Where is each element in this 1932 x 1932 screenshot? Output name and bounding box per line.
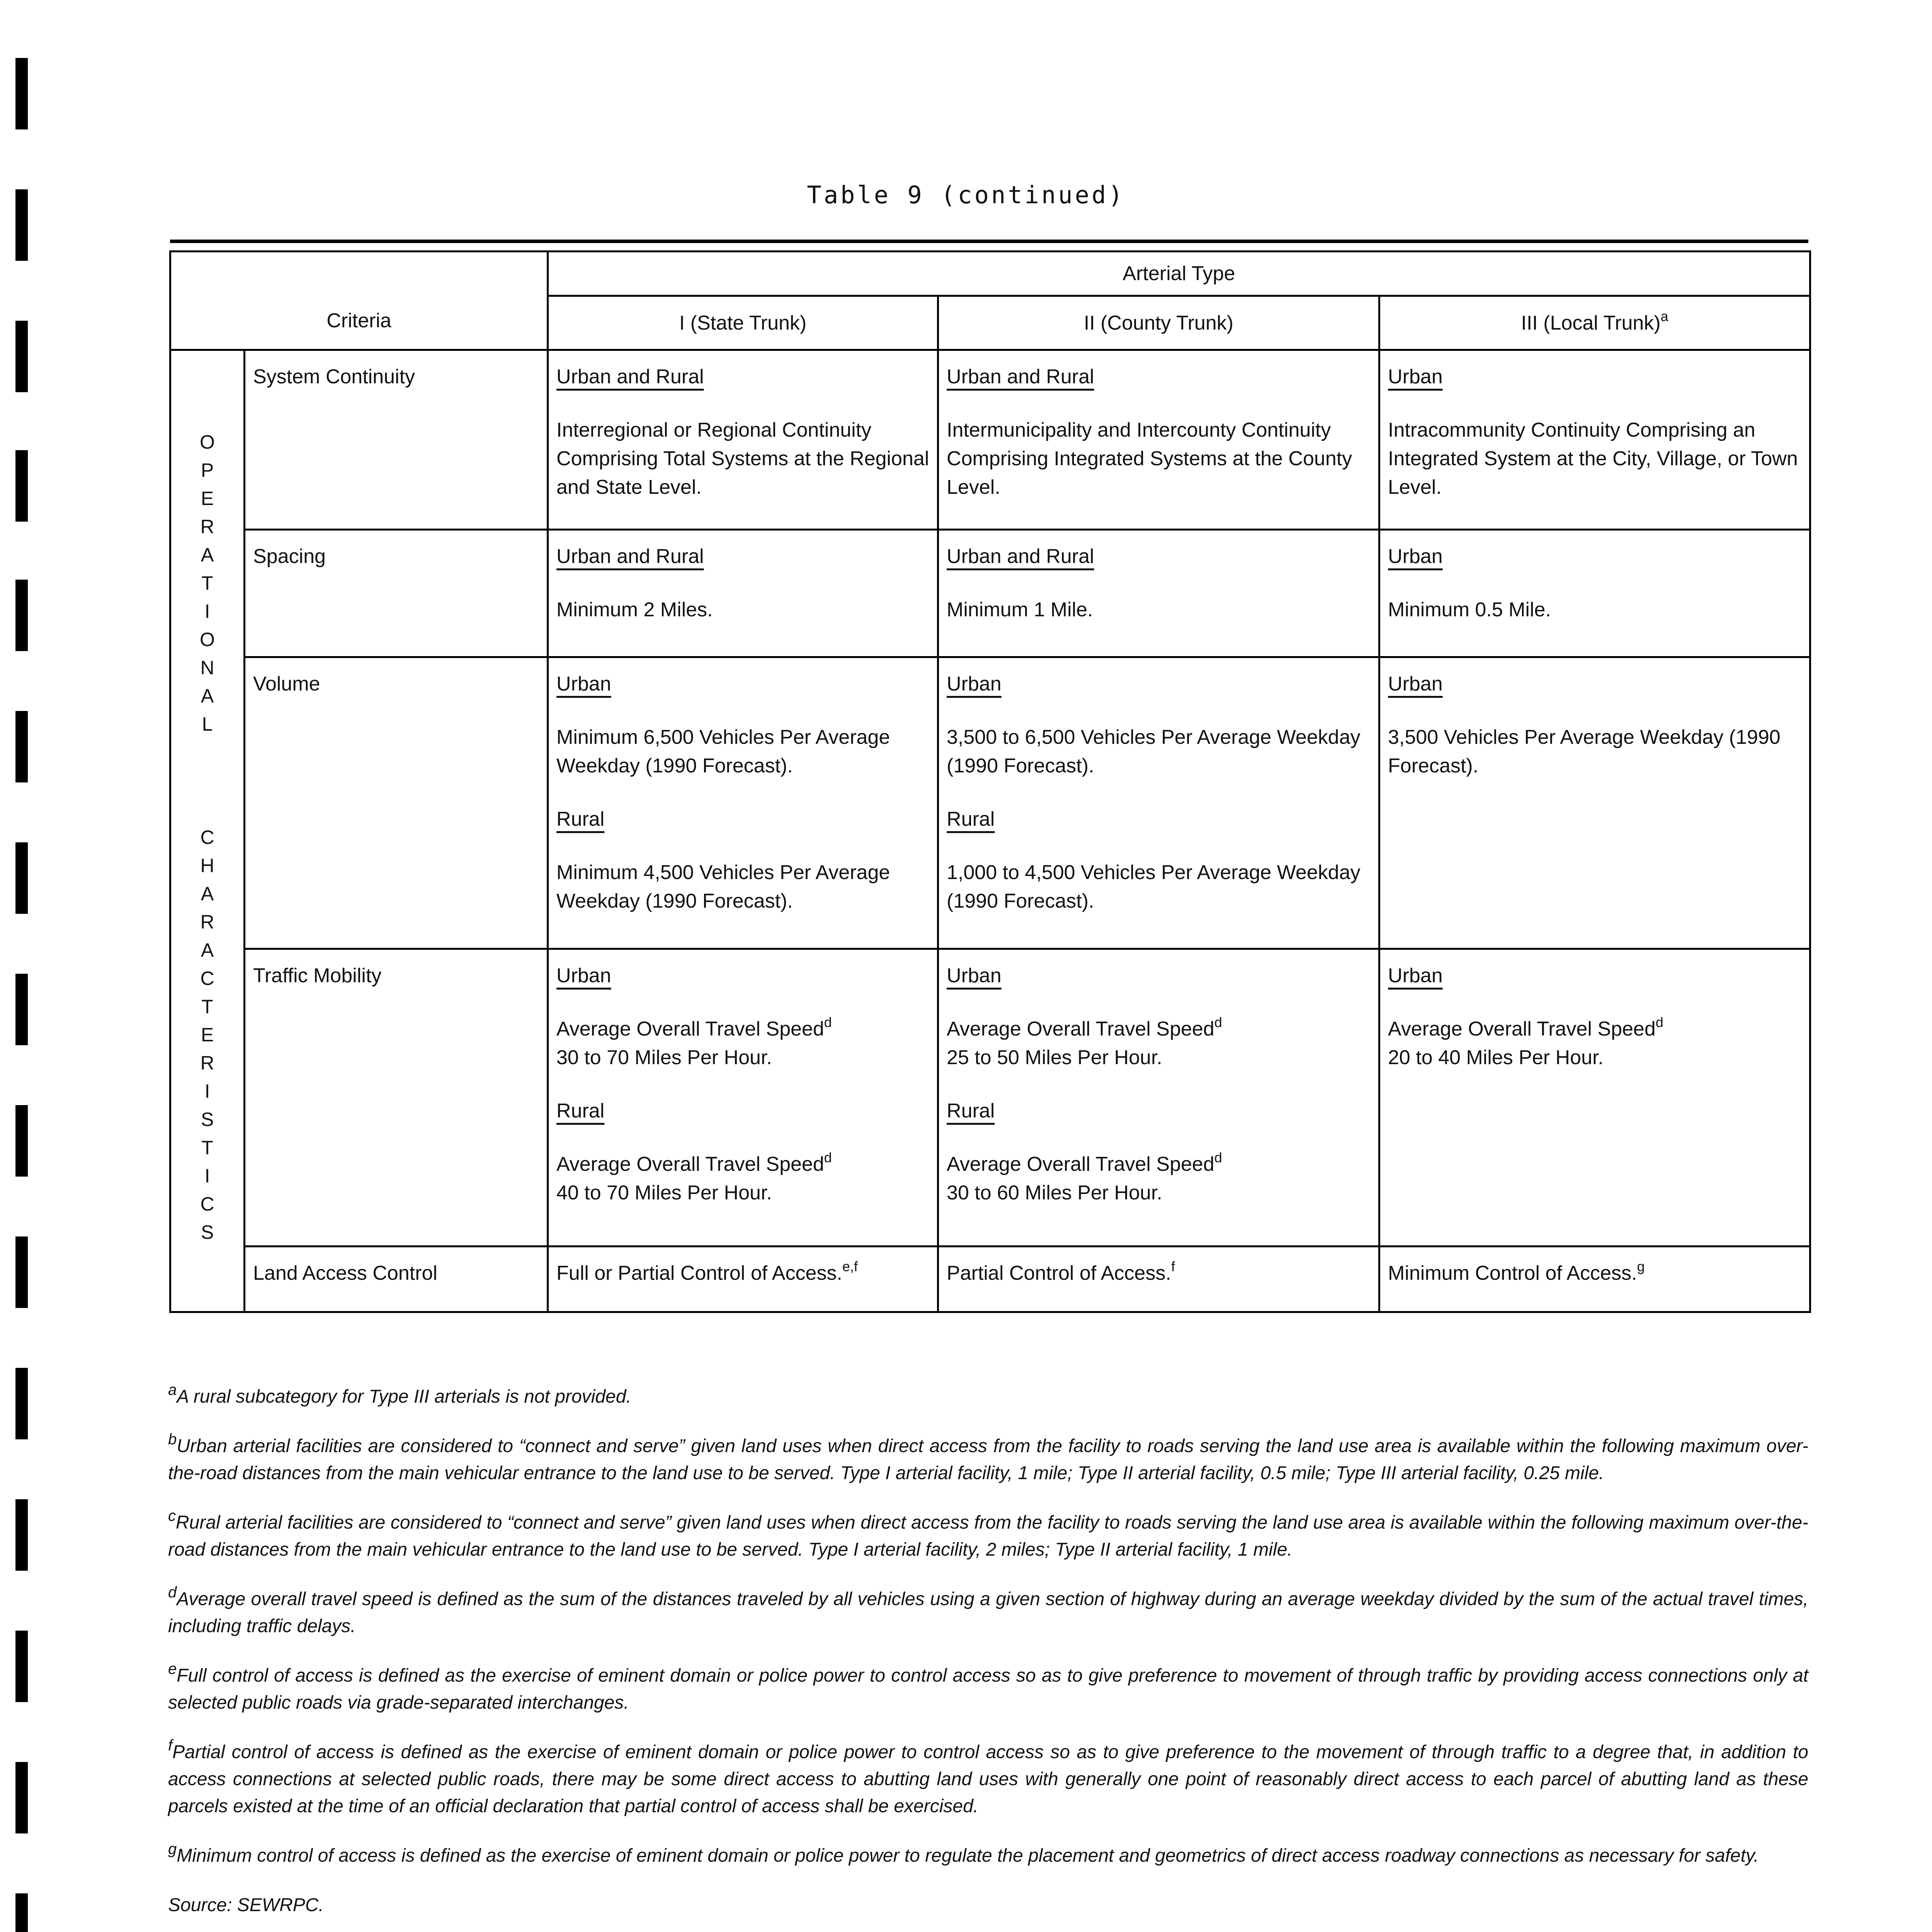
cell-text: 20 to 40 Miles Per Hour. (1388, 1046, 1604, 1069)
cell-volume-type2 (938, 657, 1379, 949)
footnote-text: Partial control of access is defined as the exercise of eminent domain or police power to control access so as to give preference to the movement of through traffic to a degree that, in addition to access connections at selected public roads, there may be some direct access to abutting land uses with generally one point of reasonably direct access to each parcel of abutting land as these parcels existed at the time of an official declaration that partial control of access shall be exercised. (168, 1742, 1808, 1816)
vertical-letter: S (201, 1221, 214, 1243)
cell-subhead: Urban and Rural (556, 545, 704, 568)
footnote-text: Urban arterial facilities are considered to “connect and serve” given land uses when direct access from the facility to roads serving the land use area is available within the following maximum over-the-road distances from the main vehicular entrance to the land use to be served. Type I arterial facility, 1 mile; Type II arterial facility, 0.5 mile; Type III arterial facility, 0.25 mile. (168, 1436, 1808, 1483)
row-label-spacing: Spacing (245, 530, 548, 657)
binder-mark (15, 1499, 28, 1571)
cell-traffic-mobility-type3 (1379, 949, 1810, 1247)
cell-subhead: Urban (1388, 673, 1443, 695)
operational-characteristics-label (170, 350, 245, 1312)
binder-mark (15, 1893, 28, 1932)
footnote-mark: g (168, 1840, 177, 1857)
cell-text: Intermunicipality and Intercounty Continuity Comprising Integrated Systems at the County Level. (947, 419, 1352, 498)
footnote-text: Rural arterial facilities are considered to “connect and serve” given land uses when direct access from the facility to roads serving the land use area is available within the following maximum over-the-road distances from the main vehicular entrance to the land use to be served. Type I arterial facility, 2 miles; Type II arterial facility, 1 mile. (168, 1512, 1808, 1560)
vertical-letter: A (201, 544, 214, 566)
binder-mark (15, 711, 28, 782)
vertical-letter: R (200, 1052, 214, 1074)
vertical-letter: E (201, 488, 214, 509)
cell-text: 3,500 to 6,500 Vehicles Per Average Weekday (1990 Forecast). (947, 726, 1361, 777)
binder-mark (15, 1236, 28, 1308)
footnote-ref: e,f (842, 1259, 858, 1274)
cell-text: Intracommunity Continuity Comprising an Integrated System at the City, Village, or Town Level. (1388, 419, 1798, 498)
footnote (168, 1509, 1808, 1563)
cell-spacing-type2 (938, 530, 1379, 657)
footnote-ref: f (1171, 1259, 1175, 1274)
footnote-ref: d (1214, 1014, 1222, 1030)
binder-mark (15, 1105, 28, 1177)
cell-text: 40 to 70 Miles Per Hour. (556, 1182, 772, 1204)
cell-subhead: Urban (947, 673, 1002, 695)
footnote-text: Full control of access is defined as the exercise of eminent domain or police power to control access so as to give preference to movement of through traffic by providing access connections only at selected public roads via grade-separated interchanges. (168, 1665, 1808, 1713)
cell-subhead: Urban (556, 964, 611, 987)
vertical-letter: I (204, 1080, 210, 1102)
cell-text: Minimum 0.5 Mile. (1388, 599, 1551, 621)
cell-land-access-type1 (548, 1247, 938, 1312)
row-label-traffic-mobility: Traffic Mobility (245, 949, 548, 1247)
col-header-county-trunk (938, 296, 1379, 350)
cell-subhead: Rural (556, 808, 605, 830)
criteria-header: Criteria (327, 310, 391, 332)
binder-mark (15, 1368, 28, 1439)
vertical-letter: A (201, 883, 214, 905)
footnote-mark: c (168, 1507, 176, 1524)
cell-text: Average Overall Travel Speed (947, 1018, 1214, 1040)
cell-subhead: Rural (556, 1100, 605, 1122)
binder-mark (15, 580, 28, 651)
cell-text: Average Overall Travel Speed (556, 1018, 824, 1040)
cell-land-access-type3 (1379, 1247, 1810, 1312)
vertical-letter: O (200, 431, 215, 453)
cell-text: Minimum 4,500 Vehicles Per Average Weekday (1990 Forecast). (556, 861, 890, 912)
footnote-text: A rural subcategory for Type III arterials is not provided. (177, 1386, 631, 1407)
cell-subhead: Urban and Rural (556, 366, 704, 388)
col-header-state-trunk (548, 296, 938, 350)
vertical-letter: R (200, 516, 214, 537)
footnote (168, 1662, 1808, 1716)
footnote-mark: f (168, 1737, 173, 1754)
row-label-land-access-control: Land Access Control (245, 1247, 548, 1312)
binder-mark (15, 58, 28, 129)
cell-volume-type1 (548, 657, 938, 949)
vertical-letter: E (201, 1024, 214, 1046)
row-label-system-continuity: System Continuity (245, 350, 548, 530)
vertical-letter: H (200, 855, 214, 876)
binder-mark (15, 189, 28, 261)
arterial-type-header-cell (548, 252, 1810, 296)
cell-land-access-type2 (938, 1247, 1379, 1312)
cell-subhead: Urban (556, 673, 611, 695)
footnote-ref: d (1214, 1150, 1222, 1165)
footnote-mark: e (168, 1660, 177, 1677)
cell-text: 1,000 to 4,500 Vehicles Per Average Weekday (1990 Forecast). (947, 861, 1361, 912)
footnote-mark: a (168, 1381, 177, 1398)
footnote-text: Minimum control of access is defined as the exercise of eminent domain or police power to regulate the placement and geometrics of direct access roadway connections as necessary for safety. (177, 1845, 1759, 1866)
table-top-rule (170, 240, 1808, 243)
footnotes (168, 1383, 1808, 1932)
cell-subhead: Urban and Rural (947, 366, 1094, 388)
footnote-mark: d (168, 1584, 177, 1601)
vertical-letter: N (200, 657, 214, 679)
vertical-letter: I (204, 600, 210, 622)
footnote (168, 1739, 1808, 1820)
binder-mark (15, 842, 28, 914)
col-header-label: I (State Trunk) (679, 311, 807, 334)
cell-text: Average Overall Travel Speed (556, 1153, 824, 1175)
cell-volume-type3 (1379, 657, 1810, 949)
cell-text: Minimum Control of Access. (1388, 1262, 1637, 1284)
cell-subhead: Urban (947, 964, 1002, 987)
cell-spacing-type1 (548, 530, 938, 657)
cell-system-continuity-type1 (548, 350, 938, 530)
binder-mark (15, 321, 28, 392)
cell-text: Average Overall Travel Speed (947, 1153, 1214, 1175)
vertical-letter: T (201, 1137, 213, 1158)
vertical-letter: L (202, 713, 213, 735)
vertical-letter: R (200, 911, 214, 933)
cell-system-continuity-type2 (938, 350, 1379, 530)
vertical-letter: P (201, 459, 214, 481)
footnote-ref: d (1655, 1014, 1663, 1030)
footnote (168, 1842, 1808, 1869)
vertical-letter: I (204, 1165, 210, 1187)
vertical-letter: C (200, 968, 214, 989)
footnote-ref: d (824, 1014, 832, 1030)
cell-text: Minimum 6,500 Vehicles Per Average Weekday (1990 Forecast). (556, 726, 890, 777)
vertical-letter: S (201, 1109, 214, 1130)
cell-text: Minimum 1 Mile. (947, 599, 1093, 621)
cell-text: Minimum 2 Miles. (556, 599, 713, 621)
footnote-ref: a (1660, 308, 1668, 324)
source-note: Source: SEWRPC. (168, 1895, 324, 1915)
col-header-label: III (Local Trunk) (1521, 311, 1661, 334)
cell-subhead: Rural (947, 1100, 995, 1122)
vertical-letter: C (200, 1193, 214, 1215)
binder-mark (15, 1762, 28, 1833)
vertical-letter: T (201, 572, 213, 594)
binder-mark (15, 1631, 28, 1702)
footnote (168, 1383, 1808, 1410)
cell-text: Full or Partial Control of Access. (556, 1262, 842, 1284)
binder-mark (15, 974, 28, 1045)
vertical-letter: T (201, 996, 213, 1017)
arterial-type-header: Arterial Type (1122, 262, 1235, 285)
col-header-local-trunk (1379, 296, 1810, 350)
criteria-header-cell (170, 252, 548, 350)
cell-subhead: Urban (1388, 964, 1443, 987)
cell-text: 25 to 50 Miles Per Hour. (947, 1046, 1162, 1069)
binder-mark (15, 450, 28, 522)
cell-subhead: Rural (947, 808, 995, 830)
cell-system-continuity-type3 (1379, 350, 1810, 530)
cell-traffic-mobility-type1 (548, 949, 938, 1247)
cell-traffic-mobility-type2 (938, 949, 1379, 1247)
footnote (168, 1433, 1808, 1487)
table-title: Table 9 (continued) (807, 181, 1125, 209)
cell-subhead: Urban and Rural (947, 545, 1094, 568)
vertical-letter: A (201, 939, 214, 961)
cell-text: 30 to 70 Miles Per Hour. (556, 1046, 772, 1069)
cell-subhead: Urban (1388, 545, 1443, 568)
cell-spacing-type3 (1379, 530, 1810, 657)
vertical-letter: O (200, 629, 215, 650)
col-header-label: II (County Trunk) (1083, 311, 1234, 334)
cell-subhead: Urban (1388, 366, 1443, 388)
footnote (168, 1586, 1808, 1640)
cell-text: Average Overall Travel Speed (1388, 1018, 1656, 1040)
cell-text: Interregional or Regional Continuity Comprising Total Systems at the Regional and State Level. (556, 419, 929, 498)
cell-text: 30 to 60 Miles Per Hour. (947, 1182, 1162, 1204)
criteria-table (169, 250, 1809, 1313)
row-label-volume: Volume (245, 657, 548, 949)
footnote-text: Average overall travel speed is defined as the sum of the distances traveled by all vehicles using a given section of highway during an average weekday divided by the sum of the actual travel times, including traffic delays. (168, 1589, 1808, 1636)
vertical-letter: C (200, 827, 214, 848)
cell-text: Partial Control of Access. (947, 1262, 1171, 1284)
footnote-mark: b (168, 1431, 177, 1448)
cell-text: 3,500 Vehicles Per Average Weekday (1990 Forecast). (1388, 726, 1781, 777)
footnote-ref: g (1637, 1259, 1645, 1274)
vertical-letter: A (201, 685, 214, 707)
footnote-ref: d (824, 1150, 832, 1165)
